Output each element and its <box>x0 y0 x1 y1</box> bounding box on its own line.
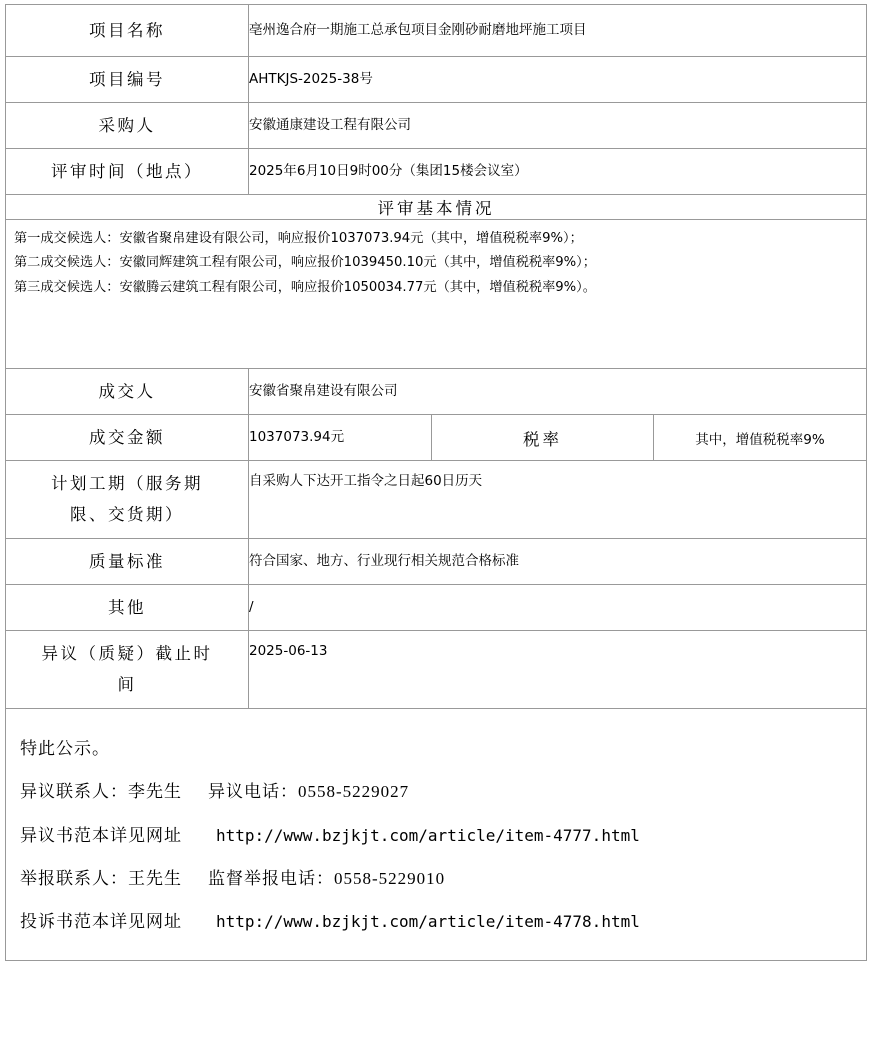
duration-label-line1: 计划工期（服务期 <box>51 473 203 493</box>
tax-rate-label: 税率 <box>432 415 654 461</box>
table-row <box>6 415 867 461</box>
footer-block <box>6 709 866 960</box>
objection-doc-row <box>20 814 852 857</box>
complaint-doc-url[interactable]: http://www.bzjkjt.com/article/item-4778.html <box>216 912 640 932</box>
purchaser-label: 采购人 <box>6 103 249 149</box>
duration-label <box>6 461 249 539</box>
complaint-doc-row <box>20 900 852 943</box>
table-row <box>6 461 867 539</box>
announcement-table <box>5 4 867 961</box>
candidate-line: 第一成交候选人：安徽省聚帛建设有限公司，响应报价1037073.94元（其中，增值税税率9%）； <box>14 231 583 246</box>
quality-label: 质量标准 <box>6 539 249 585</box>
table-row <box>6 369 867 415</box>
duration-label-line2: 限、交货期） <box>70 504 184 524</box>
objection-deadline-value: 2025-06-13 <box>249 631 867 709</box>
other-label: 其他 <box>6 585 249 631</box>
quality-value: 符合国家、地方、行业现行相关规范合格标准 <box>249 539 867 585</box>
table-row <box>6 57 867 103</box>
winner-label: 成交人 <box>6 369 249 415</box>
table-row <box>6 149 867 195</box>
candidate-line: 第三成交候选人：安徽腾云建筑工程有限公司，响应报价1050034.77元（其中，增值税税率9%）。 <box>14 279 596 295</box>
candidates-block <box>6 220 866 368</box>
objection-deadline-label-line2: 间 <box>117 674 137 694</box>
notice-row <box>20 727 852 770</box>
objection-contact-row <box>20 770 852 813</box>
amount-value: 1037073.94元 <box>249 415 432 461</box>
table-row <box>6 539 867 585</box>
footer-cell <box>6 709 867 961</box>
table-row <box>6 103 867 149</box>
purchaser-value: 安徽通康建设工程有限公司 <box>249 103 867 149</box>
other-value: / <box>249 585 867 631</box>
notice-text: 特此公示。 <box>20 739 110 758</box>
table-row <box>6 585 867 631</box>
table-row <box>6 195 867 220</box>
table-row <box>6 709 867 961</box>
amount-label: 成交金额 <box>6 415 249 461</box>
objection-doc-label: 异议书范本详见网址 <box>20 825 182 845</box>
section-title: 评审基本情况 <box>6 195 867 220</box>
review-time-value: 2025年6月10日9时00分（集团15楼会议室） <box>249 149 867 195</box>
review-time-label: 评审时间（地点） <box>6 149 249 195</box>
report-contact-row <box>20 857 852 900</box>
complaint-doc-label: 投诉书范本详见网址 <box>20 912 182 932</box>
project-code-label: 项目编号 <box>6 57 249 103</box>
project-name-label: 项目名称 <box>6 5 249 57</box>
objection-deadline-label <box>6 631 249 709</box>
project-name-value: 亳州逸合府一期施工总承包项目金刚砂耐磨地坪施工项目 <box>249 5 867 57</box>
objection-deadline-label-line1: 异议（质疑）截止时 <box>41 643 213 663</box>
objection-phone-label: 异议电话：0558-5229027 <box>208 782 410 802</box>
table-row <box>6 220 867 369</box>
table-row <box>6 631 867 709</box>
report-contact-label: 举报联系人：王先生 <box>20 869 182 889</box>
objection-doc-url[interactable]: http://www.bzjkjt.com/article/item-4777.html <box>216 825 640 845</box>
winner-value: 安徽省聚帛建设有限公司 <box>249 369 867 415</box>
tax-rate-value: 其中，增值税税率9% <box>654 415 867 461</box>
report-phone-label: 监督举报电话：0558-5229010 <box>208 869 446 889</box>
project-code-value: AHTKJS-2025-38号 <box>249 57 867 103</box>
objection-contact-label: 异议联系人：李先生 <box>20 782 182 802</box>
candidate-line: 第二成交候选人：安徽同辉建筑工程有限公司，响应报价1039450.10元（其中，增值税税率9%）； <box>14 255 596 271</box>
candidates-cell <box>6 220 867 369</box>
table-row <box>6 5 867 57</box>
duration-value: 自采购人下达开工指令之日起60日历天 <box>249 461 867 539</box>
